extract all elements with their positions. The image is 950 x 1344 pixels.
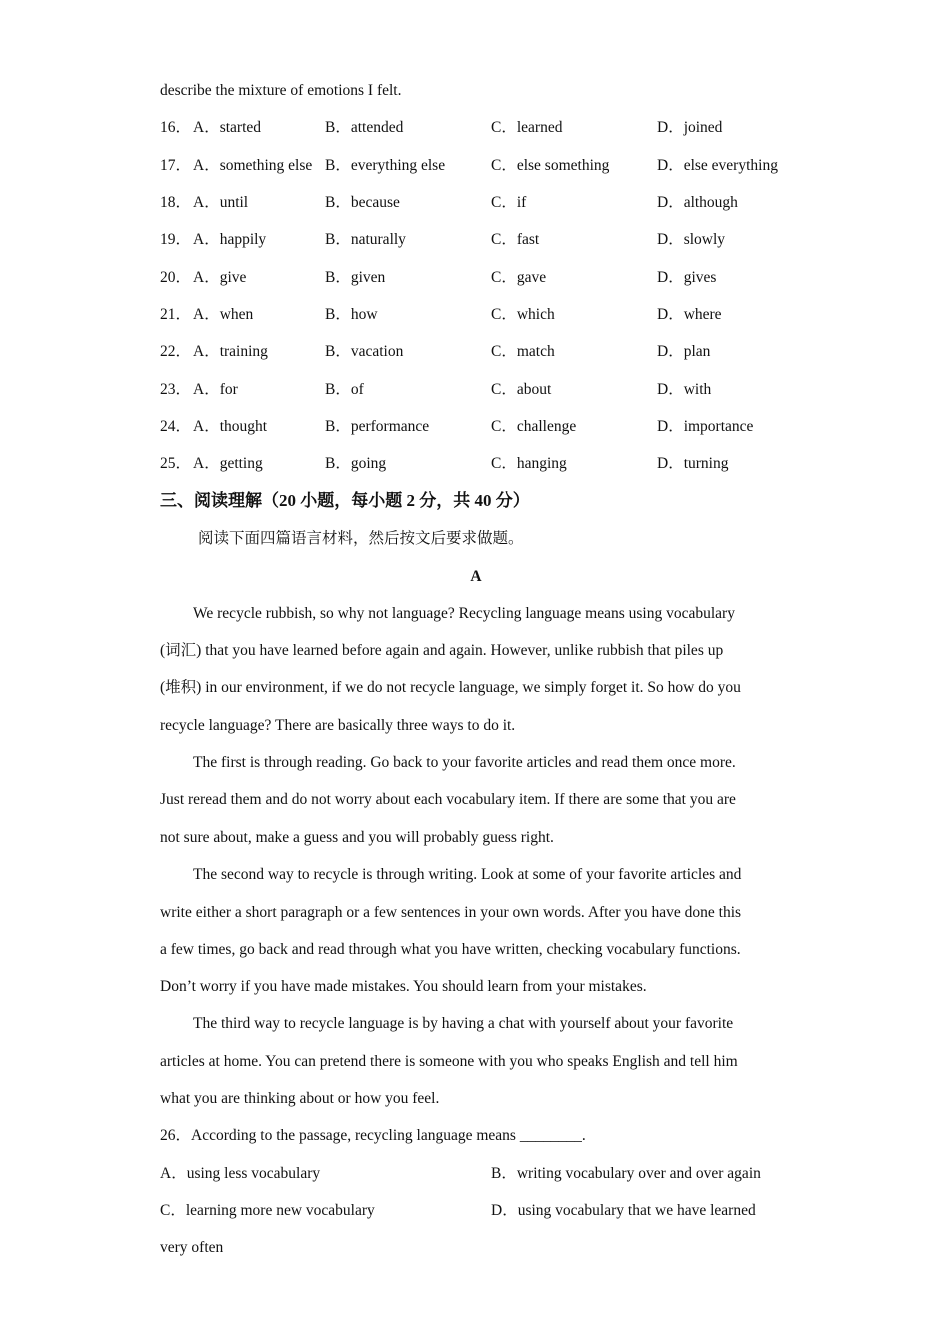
question-number: 17． — [160, 157, 192, 174]
option-a[interactable]: A．give — [193, 269, 247, 286]
passage-line: (堆积) in our environment, if we do not recycle language, we simply forget it. So how do you — [160, 679, 741, 696]
option-d[interactable]: D．slowly — [657, 231, 726, 248]
passage-line: (词汇) that you have learned before again and again. However, unlike rubbish that piles up — [160, 642, 724, 659]
question-number: 21． — [160, 306, 192, 323]
option-c[interactable]: C．match — [491, 343, 555, 360]
passage-line: We recycle rubbish, so why not language? Recycling language means using vocabulary — [193, 605, 735, 622]
cloze-question-16 — [160, 118, 800, 138]
option-b[interactable]: B．attended — [325, 119, 404, 136]
option-d[interactable]: D．joined — [657, 119, 723, 136]
cloze-question-18 — [160, 193, 800, 213]
option-c[interactable]: C．gave — [491, 269, 547, 286]
cloze-question-22 — [160, 342, 800, 362]
question-26-option-d[interactable]: D．using vocabulary that we have learned — [491, 1202, 756, 1219]
option-c[interactable]: C．hanging — [491, 455, 567, 472]
question-26-stem: 26．According to the passage, recycling language means ________. — [160, 1127, 586, 1144]
question-26-option-continuation: very often — [160, 1239, 224, 1256]
question-number: 19． — [160, 231, 192, 248]
cloze-question-21 — [160, 305, 800, 325]
option-b[interactable]: B．naturally — [325, 231, 406, 248]
option-b[interactable]: B．of — [325, 381, 364, 398]
option-d[interactable]: D．although — [657, 194, 738, 211]
passage-line: not sure about, make a guess and you will probably guess right. — [160, 829, 554, 846]
passage-line: recycle language? There are basically three ways to do it. — [160, 717, 516, 734]
cloze-question-24 — [160, 417, 800, 437]
passage-line: a few times, go back and read through what you have written, checking vocabulary functions. — [160, 941, 741, 958]
option-d[interactable]: D．with — [657, 381, 712, 398]
option-a[interactable]: A．when — [193, 306, 254, 323]
question-26-option-c[interactable]: C．learning more new vocabulary — [160, 1202, 375, 1219]
option-b[interactable]: B．given — [325, 269, 386, 286]
option-c[interactable]: C．learned — [491, 119, 563, 136]
option-a[interactable]: A．getting — [193, 455, 263, 472]
option-a[interactable]: A．something else — [193, 157, 313, 174]
option-a[interactable]: A．happily — [193, 231, 267, 248]
intro-line: describe the mixture of emotions I felt. — [160, 82, 402, 99]
option-a[interactable]: A．until — [193, 194, 249, 211]
option-a[interactable]: A．started — [193, 119, 262, 136]
question-number: 18． — [160, 194, 192, 211]
option-c[interactable]: C．which — [491, 306, 555, 323]
passage-label: A — [470, 568, 482, 585]
option-c[interactable]: C．else something — [491, 157, 610, 174]
option-b[interactable]: B．everything else — [325, 157, 446, 174]
passage-line: The first is through reading. Go back to your favorite articles and read them once more. — [193, 754, 736, 771]
question-number: 23． — [160, 381, 192, 398]
option-b[interactable]: B．vacation — [325, 343, 404, 360]
option-c[interactable]: C．challenge — [491, 418, 577, 435]
option-d[interactable]: D．plan — [657, 343, 711, 360]
option-d[interactable]: D．importance — [657, 418, 754, 435]
option-b[interactable]: B．how — [325, 306, 378, 323]
question-number: 25． — [160, 455, 192, 472]
option-b[interactable]: B．going — [325, 455, 387, 472]
option-b[interactable]: B．performance — [325, 418, 430, 435]
passage-line: write either a short paragraph or a few sentences in your own words. After you have done this — [160, 904, 742, 921]
option-d[interactable]: D．gives — [657, 269, 717, 286]
question-number: 24． — [160, 418, 192, 435]
section-instruction: 阅读下面四篇语言材料，然后按文后要求做题。 — [198, 530, 524, 547]
option-d[interactable]: D．turning — [657, 455, 729, 472]
section-heading: 三、阅读理解（20 小题，每小题 2 分，共 40 分） — [160, 491, 530, 510]
option-a[interactable]: A．training — [193, 343, 268, 360]
option-c[interactable]: C．if — [491, 194, 527, 211]
question-26-option-a[interactable]: A．using less vocabulary — [160, 1165, 321, 1182]
cloze-question-20 — [160, 268, 800, 288]
passage-line: articles at home. You can pretend there is someone with you who speaks English and tell him — [160, 1053, 738, 1070]
option-b[interactable]: B．because — [325, 194, 400, 211]
passage-line: The third way to recycle language is by having a chat with yourself about your favorite — [193, 1015, 734, 1032]
passage-line: Don’t worry if you have made mistakes. You should learn from your mistakes. — [160, 978, 647, 995]
passage-line: The second way to recycle is through writing. Look at some of your favorite articles and — [193, 866, 742, 883]
cloze-question-17 — [160, 156, 800, 176]
cloze-question-25 — [160, 454, 800, 474]
passage-line: Just reread them and do not worry about each vocabulary item. If there are some that you are — [160, 791, 736, 808]
option-c[interactable]: C．fast — [491, 231, 540, 248]
question-number: 20． — [160, 269, 192, 286]
cloze-question-19 — [160, 230, 800, 250]
option-d[interactable]: D．else everything — [657, 157, 778, 174]
question-26-option-b[interactable]: B．writing vocabulary over and over again — [491, 1165, 761, 1182]
option-d[interactable]: D．where — [657, 306, 722, 323]
question-number: 22． — [160, 343, 192, 360]
option-c[interactable]: C．about — [491, 381, 552, 398]
question-number: 16． — [160, 119, 192, 136]
option-a[interactable]: A．thought — [193, 418, 268, 435]
cloze-question-23 — [160, 380, 800, 400]
option-a[interactable]: A．for — [193, 381, 238, 398]
passage-line: what you are thinking about or how you feel. — [160, 1090, 440, 1107]
